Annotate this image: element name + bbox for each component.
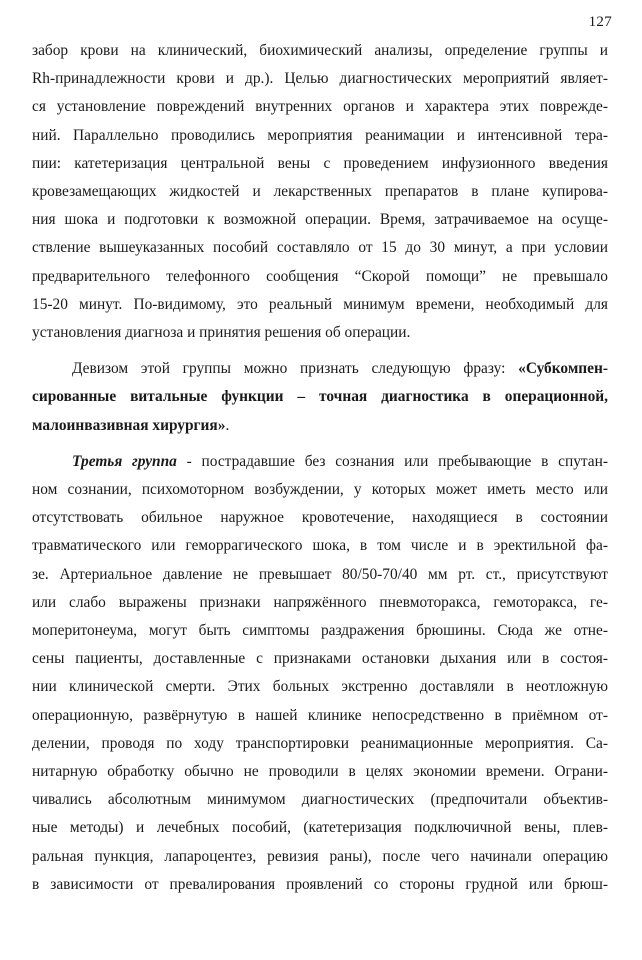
motto-bold-text: малоинвазивная хирургия» [32, 416, 226, 434]
text-line [32, 448, 608, 476]
text-line: зе. Артериальное давление не превышает 80/50-70/40 мм рт. ст., присутствуют [32, 565, 608, 583]
text-line: травматического или геморрагического шока, в том числе и в эректильной фа- [32, 537, 608, 555]
text-line: нии клинической смерти. Этих больных экстренно доставляли в неотложную [32, 678, 608, 696]
motto-bold-text: «Субкомпен- [518, 360, 608, 378]
text-line: ствление вышеуказанных пособий составляло от 15 до 30 минут, а при условии [32, 239, 608, 257]
text-line: ний. Параллельно проводились мероприятия реанимации и интенсивной тера- [32, 126, 608, 144]
page-number: 127 [588, 14, 612, 30]
paragraph-diagnostics [32, 37, 608, 347]
text-line: предварительного телефонного сообщения “Скорой помощи” не превышало [32, 267, 608, 285]
motto-lead: Девизом этой группы можно признать следующую фразу: [72, 360, 519, 378]
text-line: ния шока и подготовки к возможной операции. Время, затрачиваемое на осуще- [32, 211, 608, 229]
paragraph-third-group [32, 448, 608, 899]
text-line: моперитонеума, могут быть симптомы раздражения брюшины. Сюда же отне- [32, 622, 608, 640]
text-line: в зависимости от превалирования проявлений со стороны грудной или брюш- [32, 875, 608, 893]
text-line: забор крови на клинический, биохимический анализы, определение группы и [32, 42, 608, 59]
text-line: ся установление повреждений внутренних органов и характера этих поврежде- [32, 98, 608, 116]
text-line: пии: катетеризация центральной вены с проведением инфузионного введения [32, 154, 608, 172]
paragraph-motto [32, 355, 608, 440]
group-title-rest: - пострадавшие без сознания или пребывающие в спутан- [176, 452, 608, 470]
text-line: 15-20 минут. По-видимому, это реальный минимум времени, необходимый для [32, 295, 608, 313]
text-line: или слабо выражены признаки напряжённого пневмоторакса, гемоторакса, ге- [32, 593, 608, 611]
text-line: сены пациенты, доставленные с признаками остановки дыхания или в состоя- [32, 650, 608, 668]
page-body [32, 37, 608, 899]
text-line: установления диагноза и принятия решения об операции. [32, 324, 411, 342]
text-line [32, 412, 608, 440]
text-line: ные методы) и лечебных пособий, (катетеризация подключичной вены, плев- [32, 819, 608, 837]
text-line: нитарную обработку обычно не проводили в целях экономии времени. Ограни- [32, 763, 608, 781]
text-line: ральная пункция, лапароцентез, ревизия раны), после чего начинали операцию [32, 847, 608, 865]
text-line: делении, проводя по ходу транспортировки реанимационные мероприятия. Са- [32, 734, 608, 752]
group-title: Третья группа [72, 452, 177, 470]
text-line: операционную, развёрнутую в нашей клинике непосредственно в приёмном от- [32, 706, 608, 724]
motto-bold-line: сированные витальные функции – точная диагностика в операционной, [32, 388, 608, 406]
text-line: чивались абсолютным минимумом диагностических (предпочитали объектив- [32, 791, 608, 809]
text-line: ном сознании, психомоторном возбуждении, у которых может иметь место или [32, 481, 608, 499]
text-line: отсутствовать обильное наружное кровотечение, находящиеся в состоянии [32, 509, 608, 527]
motto-tail: . [225, 416, 230, 434]
text-line [32, 355, 608, 383]
text-line: кровезамещающих жидкостей и лекарственных препаратов в плане купирова- [32, 183, 608, 201]
text-line: Rh-принадлежности крови и др.). Целью диагностических мероприятий являет- [32, 70, 608, 88]
